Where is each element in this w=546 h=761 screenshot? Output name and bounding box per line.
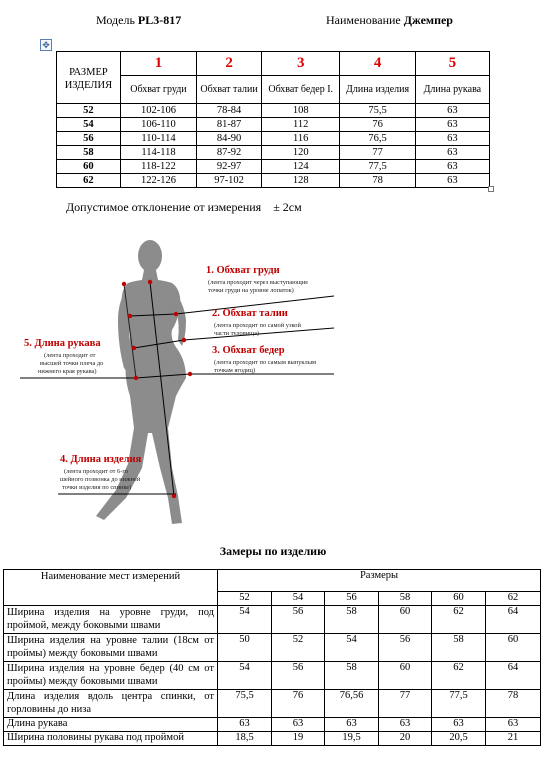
measurement-value: 60 [379, 662, 432, 690]
size-value-cell: 78-84 [197, 104, 262, 118]
sizes-header: Размеры [218, 570, 541, 592]
measure-header-row [4, 570, 541, 592]
measurement-value: 58 [325, 606, 379, 634]
size-cell: 52 [57, 104, 121, 118]
measurement-value: 19,5 [325, 732, 379, 746]
size-table-label-row [57, 76, 490, 104]
measurement-value: 60 [486, 634, 541, 662]
measurement-value: 58 [325, 662, 379, 690]
column-number: 3 [261, 52, 339, 76]
annotation-hips [212, 345, 316, 374]
measurement-value: 20,5 [432, 732, 486, 746]
size-column-header: 56 [325, 592, 379, 606]
svg-text:высшей точки плеча до: высшей точки плеча до [40, 360, 104, 367]
size-value-cell: 77,5 [340, 160, 415, 174]
annotation-waist-title: 2. Обхват талии [212, 308, 288, 319]
size-value-cell: 124 [261, 160, 339, 174]
size-value-cell: 112 [261, 118, 339, 132]
size-value-cell: 77 [340, 146, 415, 160]
size-value-cell: 63 [415, 132, 489, 146]
measurement-value: 78 [486, 690, 541, 718]
measurement-value: 56 [379, 634, 432, 662]
size-value-cell: 75,5 [340, 104, 415, 118]
size-value-cell: 84-90 [197, 132, 262, 146]
size-value-cell: 78 [340, 174, 415, 188]
svg-text:точкам ягодиц): точкам ягодиц) [214, 367, 256, 374]
measurement-value: 76,56 [325, 690, 379, 718]
model-value: PL3-817 [137, 13, 182, 27]
size-cell: 62 [57, 174, 121, 188]
measurement-value: 54 [218, 606, 272, 634]
measurement-value: 77,5 [432, 690, 486, 718]
measurement-value: 62 [432, 606, 486, 634]
measurement-name: Ширина изделия на уровне груди, под проймой, между боковыми швами [4, 606, 218, 634]
annotation-hips-title: 3. Обхват бедер [212, 345, 285, 356]
measurement-value: 19 [272, 732, 325, 746]
size-column-header: 54 [272, 592, 325, 606]
svg-text:(лента проходит через выступаю: (лента проходит через выступающие [208, 279, 309, 286]
size-value-cell: 120 [261, 146, 339, 160]
column-number: 5 [415, 52, 489, 76]
svg-text:(лента проходит по самым выпук: (лента проходит по самым выпуклым [214, 359, 317, 366]
tolerance-text: Допустимое отклонение от измерения [66, 200, 262, 214]
column-number: 2 [197, 52, 262, 76]
measurement-name: Длина рукава [4, 718, 218, 732]
measurement-value: 54 [325, 634, 379, 662]
measurement-value: 50 [218, 634, 272, 662]
measurement-figure-illustration [0, 228, 546, 533]
size-value-cell: 116 [261, 132, 339, 146]
measurement-value: 58 [432, 634, 486, 662]
size-value-cell: 63 [415, 146, 489, 160]
size-cell: 58 [57, 146, 121, 160]
measurement-row [4, 634, 541, 662]
size-value-cell: 63 [415, 160, 489, 174]
measurement-value: 64 [486, 606, 541, 634]
size-value-cell: 106-110 [120, 118, 196, 132]
size-value-cell: 87-92 [197, 146, 262, 160]
garment-measurements-table [3, 569, 541, 746]
measurement-row [4, 606, 541, 634]
annotation-waist [212, 308, 301, 337]
measurement-name: Ширина изделия на уровне талии (18см от проймы) между боковыми швами [4, 634, 218, 662]
measurement-name: Ширина половины рукава под проймой [4, 732, 218, 746]
measurement-value: 18,5 [218, 732, 272, 746]
size-cell: 54 [57, 118, 121, 132]
measurement-value: 60 [379, 606, 432, 634]
size-column-header: 60 [432, 592, 486, 606]
size-header-cell: РАЗМЕР ИЗДЕЛИЯ [57, 52, 121, 104]
model-label: Модель [96, 13, 135, 27]
svg-text:шейного позвонка до нижней: шейного позвонка до нижней [60, 476, 141, 483]
size-value-cell: 76,5 [340, 132, 415, 146]
measurement-value: 77 [379, 690, 432, 718]
svg-text:части туловища): части туловища) [214, 330, 260, 337]
size-cell: 56 [57, 132, 121, 146]
column-number: 1 [120, 52, 196, 76]
size-row [57, 160, 490, 174]
svg-text:(лента проходит по самой узкой: (лента проходит по самой узкой [214, 322, 301, 329]
column-number: 4 [340, 52, 415, 76]
annotation-sleeve-length [24, 338, 103, 375]
annotation-sleeve-title: 5. Длина рукава [24, 338, 101, 349]
product-name-label: Наименование [326, 13, 401, 27]
measurement-row [4, 718, 541, 732]
svg-text:нижнего края рукава): нижнего края рукава) [38, 368, 97, 375]
measurement-value: 64 [486, 662, 541, 690]
measurement-value: 21 [486, 732, 541, 746]
size-value-cell: 76 [340, 118, 415, 132]
measurement-value: 63 [486, 718, 541, 732]
table-move-handle-icon[interactable]: ✥ [40, 39, 52, 51]
tolerance-value: ± 2см [273, 200, 302, 214]
size-value-cell: 122-126 [120, 174, 196, 188]
size-row [57, 132, 490, 146]
measurement-value: 63 [218, 718, 272, 732]
measurement-value: 62 [432, 662, 486, 690]
column-label: Обхват бедер I. [261, 76, 339, 104]
svg-text:(лента проходит от: (лента проходит от [44, 352, 96, 359]
size-value-cell: 63 [415, 174, 489, 188]
size-value-cell: 81-87 [197, 118, 262, 132]
annotation-chest [206, 265, 308, 294]
size-value-cell: 92-97 [197, 160, 262, 174]
annotation-length-title: 4. Длина изделия [60, 454, 142, 465]
size-row [57, 174, 490, 188]
product-name-line [326, 13, 453, 28]
size-value-cell: 97-102 [197, 174, 262, 188]
measurement-row [4, 732, 541, 746]
measurement-value: 76 [272, 690, 325, 718]
svg-text:точки изделия по спинке): точки изделия по спинке) [62, 484, 132, 491]
size-value-cell: 63 [415, 118, 489, 132]
model-line [96, 13, 181, 28]
size-value-cell: 110-114 [120, 132, 196, 146]
column-label: Длина изделия [340, 76, 415, 104]
column-label: Обхват груди [120, 76, 196, 104]
measurement-row [4, 662, 541, 690]
measurement-name: Ширина изделия на уровне бедер (40 см от проймы) между боковыми швами [4, 662, 218, 690]
measurements-title: Замеры по изделию [219, 544, 327, 558]
table-resize-handle[interactable] [488, 186, 494, 192]
size-value-cell: 63 [415, 104, 489, 118]
svg-text:(лента проходит от 6-го: (лента проходит от 6-го [64, 468, 129, 475]
size-value-cell: 114-118 [120, 146, 196, 160]
size-value-cell: 118-122 [120, 160, 196, 174]
measurement-value: 54 [218, 662, 272, 690]
svg-text:точки груди на уровне лопаток): точки груди на уровне лопаток) [208, 287, 294, 294]
column-label: Длина рукава [415, 76, 489, 104]
column-label: Обхват талии [197, 76, 262, 104]
size-row [57, 104, 490, 118]
size-column-header: 58 [379, 592, 432, 606]
measurement-row [4, 690, 541, 718]
measurement-value: 20 [379, 732, 432, 746]
size-value-cell: 102-106 [120, 104, 196, 118]
size-row [57, 146, 490, 160]
measurement-name: Длина изделия вдоль центра спинки, от горловины до низа [4, 690, 218, 718]
measurement-value: 56 [272, 662, 325, 690]
annotation-chest-title: 1. Обхват груди [206, 265, 280, 276]
size-table-number-row [57, 52, 490, 76]
size-row [57, 118, 490, 132]
measurement-value: 56 [272, 606, 325, 634]
measurement-value: 52 [272, 634, 325, 662]
measurement-value: 63 [272, 718, 325, 732]
tolerance-line [66, 200, 302, 215]
size-value-cell: 108 [261, 104, 339, 118]
measurement-value: 63 [432, 718, 486, 732]
product-name-value: Джемпер [403, 13, 453, 27]
measurement-value: 63 [325, 718, 379, 732]
size-column-header: 62 [486, 592, 541, 606]
size-column-header: 52 [218, 592, 272, 606]
size-cell: 60 [57, 160, 121, 174]
measure-name-header: Наименование мест измерений [4, 570, 218, 606]
size-value-cell: 128 [261, 174, 339, 188]
measurement-value: 63 [379, 718, 432, 732]
size-chart-table [56, 51, 490, 188]
measurement-value: 75,5 [218, 690, 272, 718]
